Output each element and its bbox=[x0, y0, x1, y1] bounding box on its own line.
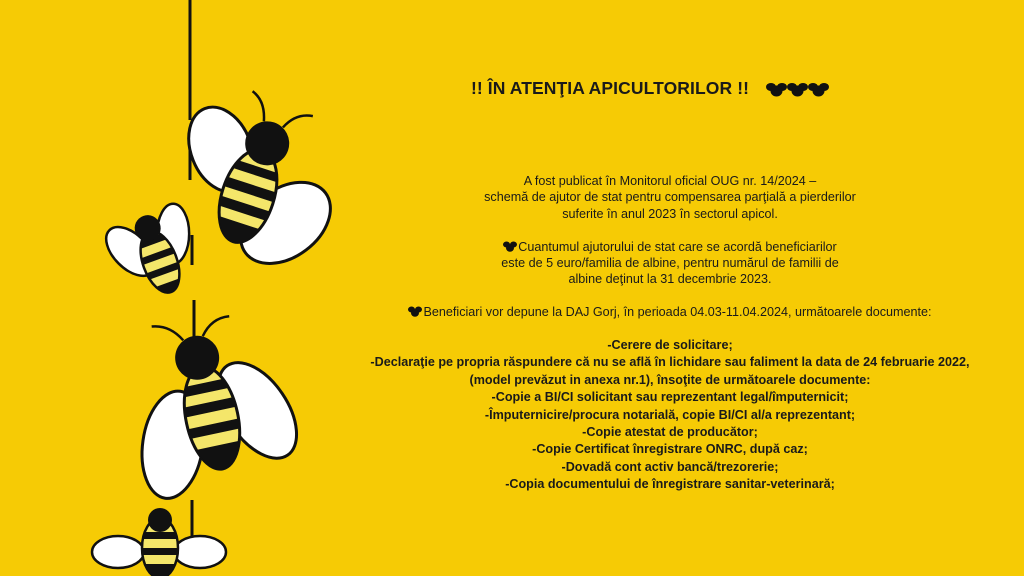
amount-line: este de 5 euro/familia de albine, pentru numărul de familii de bbox=[501, 256, 839, 271]
list-item: -Copie atestat de producător; bbox=[582, 425, 758, 440]
intro-line: A fost publicat în Monitorul oficial OUG nr. 14/2024 – bbox=[523, 174, 817, 188]
bee-bottom bbox=[92, 508, 226, 576]
list-item: -Declaraţie pe propria răspundere că nu se află în lichidare sau faliment la data de 24 februarie 2022, bbox=[370, 355, 970, 370]
bee-icon bbox=[766, 82, 787, 97]
list-item: -Copie Certificat înregistrare ONRC, după caz; bbox=[532, 442, 808, 457]
amount-first-line bbox=[320, 239, 1020, 255]
bee-icon bbox=[408, 306, 422, 317]
page-title bbox=[380, 78, 920, 99]
bee-small-left bbox=[92, 194, 216, 312]
list-item: -Împuternicire/procura notarială, copie BI/CI al/a reprezentant; bbox=[484, 407, 856, 422]
beneficiaries-line bbox=[320, 304, 1020, 320]
bee-icon bbox=[787, 82, 808, 97]
amount-line: Cuantumul ajutorului de stat care se acordă beneficiarilor bbox=[518, 239, 837, 254]
bee-large-middle bbox=[102, 299, 320, 514]
bees-illustration bbox=[0, 0, 340, 576]
bee-icon bbox=[808, 82, 829, 97]
documents-list bbox=[320, 337, 1020, 494]
list-item: -Cerere de solicitare; bbox=[607, 338, 733, 353]
intro-paragraph bbox=[320, 173, 1020, 222]
beneficiaries-paragraph bbox=[320, 304, 1020, 320]
title-text: !! ÎN ATENŢIA APICULTORILOR !! bbox=[470, 78, 750, 98]
list-item: -Copie a BI/CI solicitant sau reprezentant legal/împuternicit; bbox=[491, 390, 849, 405]
list-item: -Dovadă cont activ bancă/trezorerie; bbox=[561, 459, 779, 474]
amount-line: albine deţinut la 31 decembrie 2023. bbox=[568, 272, 772, 287]
intro-line: schemă de ajutor de stat pentru compensarea parţială a pierderilor bbox=[484, 190, 856, 205]
intro-line: suferite în anul 2023 în sectorul apicol. bbox=[562, 206, 778, 221]
title-bees bbox=[766, 82, 829, 97]
beneficiaries-text: Beneficiari vor depune la DAJ Gorj, în perioada 04.03-11.04.2024, următoarele documente: bbox=[423, 305, 932, 320]
announcement-body bbox=[320, 173, 1020, 494]
bee-icon bbox=[503, 241, 517, 252]
amount-paragraph bbox=[320, 239, 1020, 288]
list-item: (model prevăzut in anexa nr.1), însoţite de următoarele documente: bbox=[469, 372, 871, 387]
list-item: -Copia documentului de înregistrare sanitar-veterinară; bbox=[505, 477, 835, 492]
